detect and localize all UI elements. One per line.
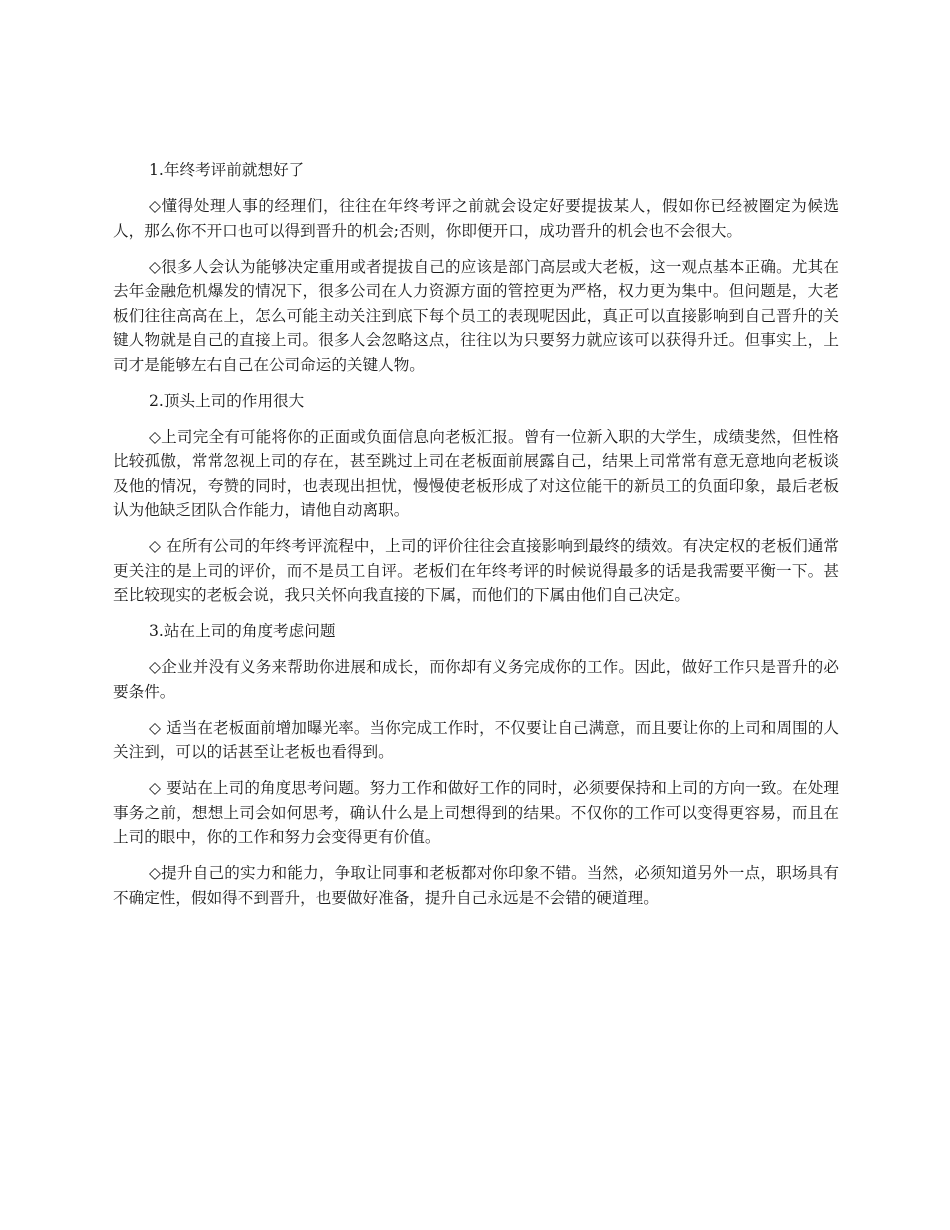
- paragraph: ◇企业并没有义务来帮助你进展和成长，而你却有义务完成你的工作。因此，做好工作只是晋升的必要条件。: [113, 658, 839, 701]
- paragraph: ◇上司完全有可能将你的正面或负面信息向老板汇报。曾有一位新入职的大学生，成绩斐然，但性格比较孤傲，常常忽视上司的存在，甚至跳过上司在老板面前展露自己，结果上司常常有意无意地向老板谈及他的情况，夸赞的同时，也表现出担忧，慢慢使老板形成了对这位能干的新员工的负面印象，最后老板认为他缺乏团队合作能力，请他自动离职。: [113, 427, 839, 519]
- paragraph: ◇提升自己的实力和能力，争取让同事和老板都对你印象不错。当然，必须知道另外一点，职场具有不确定性，假如得不到晋升，也要做好准备，提升自己永远是不会错的硬道理。: [113, 864, 839, 907]
- section-heading-2: 2.顶头上司的作用很大: [149, 391, 305, 410]
- section-heading-3: 3.站在上司的角度考虑问题: [149, 622, 336, 640]
- paragraph: ◇ 要站在上司的角度思考问题。努力工作和做好工作的同时，必须要保持和上司的方向一致。在处理事务之前，想想上司会如何思考，确认什么是上司想得到的结果。不仅你的工作可以变得更容易，而且在上司的眼中，你的工作和努力会变得更有价值。: [113, 779, 839, 846]
- paragraph: ◇ 适当在老板面前增加曝光率。当你完成工作时，不仅要让自己满意，而且要让你的上司和周围的人关注到，可以的话甚至让老板也看得到。: [113, 718, 839, 761]
- paragraph: ◇ 在所有公司的年终考评流程中，上司的评价往往会直接影响到最终的绩效。有决定权的老板们通常更关注的是上司的评价，而不是员工自评。老板们在年终考评的时候说得最多的话是我需要平衡一下。甚至比较现实的老板会说，我只关怀向我直接的下属，而他们的下属由他们自己决定。: [113, 537, 839, 604]
- document-body: [113, 158, 839, 922]
- paragraph: ◇很多人会认为能够决定重用或者提拔自己的应该是部门高层或大老板，这一观点基本正确。尤其在去年金融危机爆发的情况下，很多公司在人力资源方面的管控更为严格，权力更为集中。但问题是，大老板们往往高高在上，怎么可能主动关注到底下每个员工的表现呢因此，真正可以直接影响到自己晋升的关键人物就是自己的直接上司。很多人会忽略这点，往往以为只要努力就应该可以获得升迁。但事实上，上司才是能够左右自己在公司命运的关键人物。: [113, 257, 839, 374]
- paragraph: ◇懂得处理人事的经理们，往往在年终考评之前就会设定好要提拔某人，假如你已经被圈定为候选人，那么你不开口也可以得到晋升的机会;否则，你即便开口，成功晋升的机会也不会很大。: [113, 197, 839, 240]
- section-heading-1: 1.年终考评前就想好了: [149, 161, 305, 179]
